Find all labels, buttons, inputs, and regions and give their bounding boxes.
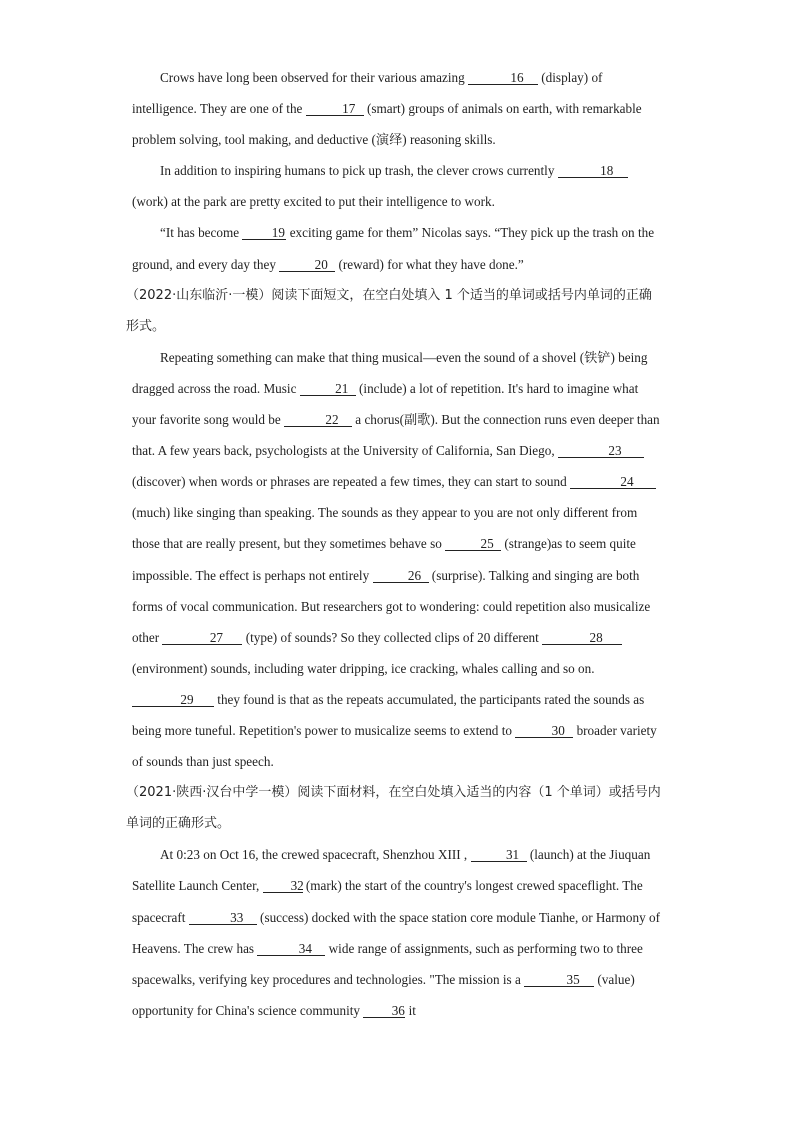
text: Repeating something can make that thing musical—even the sound of a shovel (铁铲) being dragged across the road. Music (132, 349, 648, 396)
blank-28[interactable]: 28 (542, 631, 622, 645)
blank-22[interactable]: 22 (284, 413, 352, 427)
text: wide range of assignments, such as performing two to three spacewalks, verifying key procedures and technologies. "The mission is a (132, 940, 643, 987)
blank-25[interactable]: 25 (445, 537, 501, 551)
blank-26[interactable]: 26 (373, 569, 429, 583)
blank-24[interactable]: 24 (570, 475, 656, 489)
text: At 0:23 on Oct 16, the crewed spacecraft, Shenzhou XIII , (160, 847, 471, 863)
section-heading-2021: （2021·陕西·汉台中学一模）阅读下面材料，在空白处填入适当的内容（1 个单词）或括号内单词的正确形式。 (126, 785, 661, 832)
blank-35[interactable]: 35 (524, 973, 594, 987)
blank-33[interactable]: 33 (189, 911, 257, 925)
text: (surprise). Talking and singing are both forms of vocal communication. But researchers got to wondering: could repetition also musicalize other (132, 567, 651, 645)
text: (strange)as to seem quite impossible. The effect is perhaps not entirely (132, 536, 636, 583)
blank-36[interactable]: 36 (363, 1004, 405, 1018)
text: (discover) when words or phrases are repeated a few times, they can start to sound (132, 474, 570, 490)
blank-27[interactable]: 27 (162, 631, 242, 645)
text: Crows have long been observed for their various amazing (160, 70, 468, 85)
blank-21[interactable]: 21 (300, 382, 356, 396)
text: (display) of intelligence. They are one of the (132, 70, 603, 117)
text: (mark) the start of the country's longest crewed spaceflight. The spacecraft (132, 878, 643, 925)
text: (type) of sounds? So they collected clips of 20 different (242, 629, 543, 645)
document-page (126, 62, 664, 1026)
text: In addition to inspiring humans to pick up trash, the clever crows currently (160, 163, 558, 179)
passage1-paragraph3 (132, 217, 664, 279)
text: (include) a lot of repetition. It's hard to imagine what your favorite song would be (132, 380, 639, 428)
text: (environment) sounds, including water dripping, ice cracking, whales calling and so on. (132, 660, 595, 676)
blank-16[interactable]: 16 (468, 71, 538, 85)
text: (smart) groups of animals on earth, with remarkable problem solving, tool making, and deductive (演绎) reasoning skills. (132, 101, 642, 148)
blank-18[interactable]: 18 (558, 164, 628, 178)
blank-23[interactable]: 23 (558, 444, 644, 458)
text: (work) at the park are pretty excited to put their intelligence to work. (132, 194, 495, 210)
text: it (405, 1002, 416, 1018)
text: a chorus(副歌). But the connection runs even deeper than that. A few years back, psychologists at the University of California, San Diego, (132, 412, 660, 459)
blank-34[interactable]: 34 (257, 942, 325, 956)
text: (success) docked with the space station core module Tianhe, or Harmony of Heavens. The crew has (132, 909, 660, 956)
blank-29[interactable]: 29 (132, 693, 214, 707)
text: broader variety of sounds than just speech. (132, 722, 657, 770)
text: (much) like singing than speaking. The sounds as they appear to you are not only different from those that are really present, but they sometimes behave so (132, 505, 638, 552)
blank-32[interactable]: 32 (263, 879, 303, 893)
blank-17[interactable]: 17 (306, 102, 364, 116)
text: (value) opportunity for China's science community (132, 971, 635, 1018)
blank-19[interactable]: 19 (242, 226, 286, 240)
text: “It has become (160, 225, 243, 241)
text: (launch) at the Jiuquan Satellite Launch Center, (132, 847, 651, 894)
passage3-paragraph (132, 839, 664, 1026)
blank-31[interactable]: 31 (471, 848, 527, 862)
text: exciting game for them” Nicolas says. “They pick up the trash on the ground, and every day they (132, 225, 655, 272)
passage1-paragraph1 (132, 62, 664, 155)
blank-30[interactable]: 30 (515, 724, 573, 738)
passage2-paragraph (132, 342, 664, 777)
text: (reward) for what they have done.” (335, 256, 524, 272)
section-heading-2022: （2022·山东临沂·一模）阅读下面短文，在空白处填入 1 个适当的单词或括号内单词的正确形式。 (126, 287, 652, 334)
blank-20[interactable]: 20 (279, 258, 335, 272)
passage1-paragraph2 (132, 155, 664, 217)
text: they found is that as the repeats accumulated, the participants rated the sounds as being more tuneful. Repetition's power to musicalize seems to extend to (132, 691, 645, 738)
